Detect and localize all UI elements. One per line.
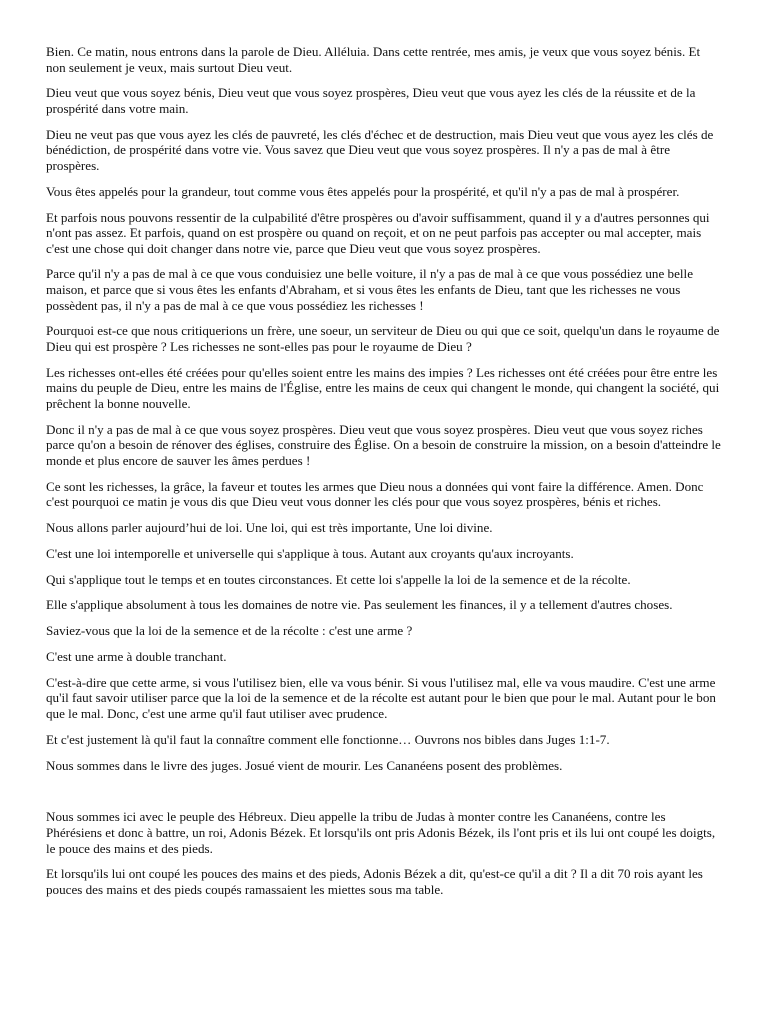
paragraph: Bien. Ce matin, nous entrons dans la parole de Dieu. Alléluia. Dans cette rentrée, mes amis, je veux que vous soyez bénis. Et non seulement je veux, mais surtout Dieu veut. (46, 44, 701, 75)
paragraph: Dieu veut que vous soyez bénis, Dieu veut que vous soyez prospères, Dieu veut que vous ayez les clés de la réussite et de la prospérité dans votre main. (46, 85, 696, 116)
paragraph: C'est une loi intemporelle et universelle qui s'applique à tous. Autant aux croyants qu'aux incroyants. (46, 545, 574, 561)
paragraph: Les richesses ont-elles été créées pour qu'elles soient entre les mains des impies ? Les richesses ont été créées pour être entre les mains du peuple de Dieu, entre les mains de l'Église, entre les mains de ceux qui changent le monde, qui changent la société, qui prêchent la bonne nouvelle. (46, 364, 720, 411)
paragraph: Dieu ne veut pas que vous ayez les clés de pauvreté, les clés d'échec et de destruction, mais Dieu veut que vous ayez les clés de bénédiction, de prospérité dans votre vie. Vous savez que Dieu veut que vous soyez prospères. Il n'y a pas de mal à être prospères. (46, 126, 714, 173)
paragraph: Elle s'applique absolument à tous les domaines de notre vie. Pas seulement les finances, il y a tellement d'autres choses. (46, 597, 673, 613)
section-gap (46, 783, 722, 809)
paragraph: Saviez-vous que la loi de la semence et de la récolte : c'est une arme ? (46, 623, 413, 639)
paragraph: Et c'est justement là qu'il faut la connaître comment elle fonctionne… Ouvrons nos bibles dans Juges 1:1-7. (46, 731, 610, 747)
paragraph: Et parfois nous pouvons ressentir de la culpabilité d'être prospères ou d'avoir suffisamment, quand il y a d'autres personnes qui n'ont pas assez. Et parfois, quand on est prospère ou quand on reçoit, et on ne peut parfois pas accepter ou mal accepter, mais c'est une chose qui doit changer dans notre vie, parce que Dieu veut que vous soyez prospères. (46, 209, 710, 256)
paragraph: Pourquoi est-ce que nous critiquerions un frère, une soeur, un serviteur de Dieu ou qui que ce soit, quelqu'un dans le royaume de Dieu qui est prospère ? Les richesses ne sont-elles pas pour le royaume de Dieu ? (46, 323, 720, 355)
paragraph: Qui s'applique tout le temps et en toutes circonstances. Et cette loi s'appelle la loi de la semence et de la récolte. (46, 571, 631, 587)
paragraph: Donc il n'y a pas de mal à ce que vous soyez prospères. Dieu veut que vous soyez prospères. Dieu veut que vous soyez riches parce qu'on a besoin de rénover des églises, construire des Église. On a besoin de construire la mission, on a besoin d'atteindre le monde et plus encore de sauver les âmes perdues ! (46, 421, 721, 468)
document-page (46, 44, 722, 908)
paragraph: Ce sont les richesses, la grâce, la faveur et toutes les armes que Dieu nous a données qui vont faire la différence. Amen. Donc c'est pourquoi ce matin je vous dis que Dieu veut vous donner les clés pour que vous soyez prospères, bénis et riches. (46, 478, 704, 510)
paragraph: Vous êtes appelés pour la grandeur, tout comme vous êtes appelés pour la prospérité, et qu'il n'y a pas de mal à prospérer. (46, 183, 680, 199)
paragraph: C'est-à-dire que cette arme, si vous l'utilisez bien, elle va vous bénir. Si vous l'utilisez mal, elle va vous maudire. C'est une arme qu'il faut savoir utiliser parce que la loi de la semence et de la récolte est autant pour le bien que pour le mal. Autant pour le bon que le mal. Donc, c'est une arme qu'il faut utiliser avec prudence. (46, 674, 716, 721)
paragraph: Parce qu'il n'y a pas de mal à ce que vous conduisiez une belle voiture, il n'y a pas de mal à ce que vous possédiez une belle maison, et parce que si vous êtes les enfants d'Abraham, et si vous êtes les enfants de Dieu, tant que les richesses ne vous possèdent pas, il n'y a pas de mal à ce que vous possédiez les richesses ! (46, 266, 694, 313)
paragraph: Nous sommes dans le livre des juges. Josué vient de mourir. Les Cananéens posent des problèmes. (46, 757, 563, 773)
paragraph: Nous allons parler aujourd’hui de loi. Une loi, qui est très importante, Une loi divine. (46, 520, 493, 536)
paragraph: Et lorsqu'ils lui ont coupé les pouces des mains et des pieds, Adonis Bézek a dit, qu'est-ce qu'il a dit ? Il a dit 70 rois ayant les pouces des mains et des pieds coupés ramassaient les miettes sous ma table. (46, 866, 703, 897)
paragraph: C'est une arme à double tranchant. (46, 649, 227, 665)
paragraph: Nous sommes ici avec le peuple des Hébreux. Dieu appelle la tribu de Judas à monter contre les Cananéens, contre les Phérésiens et donc à battre, un roi, Adonis Bézek. Et lorsqu'ils ont pris Adonis Bézek, ils l'ont pris et ils lui ont coupé les doigts, le pouce des mains et des pieds. (46, 809, 716, 856)
